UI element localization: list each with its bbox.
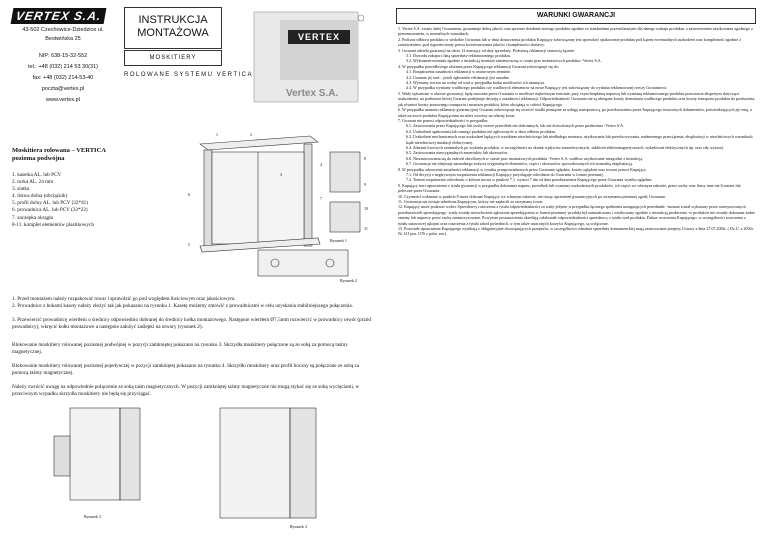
instruction-blocking-single: Blokowanie moskitiery rolowanej poziomej pojedynczej w pozycji zamkniętej pokazano na rysunku 4. Skrzydło moskitiery oraz profil boczny są połączone ze sobą za pomocą taśmy magnetycznej. bbox=[12, 363, 360, 376]
figure-1-drawing bbox=[180, 132, 376, 284]
list-item: 4. W przypadku prawidłowego złożenia przez Kupującego reklamacji Gwarant zobowiązuje się do: bbox=[398, 63, 559, 69]
list-item: 3. Gwarant udziela gwarancji na okres 12 miesięcy od daty sprzedaży. Podstawą reklamacji stanowią łącznie: bbox=[398, 47, 576, 53]
list-item: 2. rurka AL. 24 mm bbox=[12, 179, 54, 186]
company-nip: NIP: 638-15-32-552 bbox=[38, 53, 88, 59]
part-number-label: 3 bbox=[280, 172, 282, 177]
document-title: INSTRUKCJA MONTAŻOWA bbox=[124, 7, 222, 49]
list-item: 5. profil dolny AL. lub PCV (32*41) bbox=[12, 200, 88, 207]
figure-4-drawing bbox=[200, 406, 350, 536]
list-item: 4.4. W przypadku wymiany wadliwego produktu czy wadliwych elementów na nowe Kupujący jest zobowiązany do wydania reklamowanej rzeczy Gwarantowi. bbox=[406, 85, 668, 91]
registered-icon bbox=[358, 15, 364, 21]
list-item: 8. W przypadku odrzucenia zasadności reklamacji w wyniku przeprowadzonych przez Gwaranta oględzin, koszty oględzin oraz towaru ponosi Kupujący. bbox=[398, 166, 647, 172]
figure-3-caption: Rysunek 3 bbox=[84, 514, 101, 519]
list-item: 6.6. Niezastosowania się do zaleceń określonych w czasie prac montażowych produktu -Vertex S.A. wadliwe użytkowanie niezgodne z instrukcją. bbox=[406, 155, 644, 161]
figure-3-drawing bbox=[40, 406, 180, 526]
product-type: MOSKITIERY bbox=[124, 50, 222, 66]
list-item: 4.2. Uznania jej wad – jeżeli zgłoszenie reklamacji jest zasadne. bbox=[406, 74, 510, 80]
list-item: 3.1. Dowodu zakupu z datą sprzedaży reklamowanego produktu. bbox=[406, 53, 511, 59]
list-item: 7.2. Termin rozpatrzenia odwołania, o którym mowa w punkcie 7.1. wynosi 7 dni od dnia przedstawienia Kupującego przez Gwaranta wyniku oględzin. bbox=[406, 177, 653, 183]
brand-panel bbox=[246, 6, 370, 112]
part-number-label: 1 bbox=[216, 132, 218, 137]
figure-4-caption: Rysunek 4 bbox=[290, 524, 307, 529]
part-number-label: 7 bbox=[320, 196, 322, 201]
figure-2-caption: Rysunek 2 bbox=[340, 278, 357, 283]
list-item: 7. zaczepka okrągła bbox=[12, 214, 54, 221]
instruction-step-2: 2. Prowadnice z bokami kasety należy złożyć tak jak pokazano na rysunku 1. Kasetę możemy zmówić z prowadnicami w celu uzyskania stabilniejszego połączenia. bbox=[12, 303, 353, 309]
list-item: 7. Gwarant nie ponosi odpowiedzialności w przypadku: bbox=[398, 117, 489, 123]
instruction-magnetic-note: Należy zwrócić uwagę na odpowiednie połączenie ze sobą taśm magnetycznych. W pozycji zamkniętej taśmy magnetyczne nie mogą stykać się ze sobą wycięciami, w przeciwnym wypadku skrzydła moskitiery nie będą się przyciągać. bbox=[12, 384, 360, 397]
list-item: 6.4. Zdarzeń losowych zaistniałych po wydaniu produktu, w szczególności na skutek wpływów atmosferycznych, zakłóceń elektromagnetycznych, wyładowań elektrycznych itp. oraz siły wyższej. bbox=[406, 144, 724, 150]
list-item: 10. Czynności wskazane w punkcie 8 może dokonać Kupujący we własnym zakresie, nie tracąc uprawnień gwarancyjnych po otrzymaniu pisemnej zgody Gwaranta. bbox=[398, 193, 666, 199]
list-item: 6. prowadnica AL. lub PCV (32*22) bbox=[12, 207, 88, 214]
list-item: 8-11. komplet elementów plastikowych bbox=[12, 221, 94, 228]
list-item: 6.7. Gwarancja nie obejmuje naturalnego zużycia oryginalnych elementów, części i akcesoriów spowodowanych ich normalną eksploatacją. bbox=[406, 161, 633, 167]
list-item: 4.1. Rozpatrzenia zasadności reklamacji w ustawowym terminie. bbox=[406, 69, 512, 75]
part-number-label: 5 bbox=[188, 242, 190, 247]
list-item: 1. kasetka AL. lub PCV bbox=[12, 172, 62, 178]
company-tel: tel.: +48 (032) 214 53 30(31) bbox=[28, 64, 98, 70]
instruction-step-3: 3. Przewiercić prowadnicę wiertłem o średnicy odpowiednio dobranej do średnicy kołka montażowego. Następnie wiertłem Ø7,5mm rozwiercić w prowadnicy otwór (przód prowadnicy), wkręcić kołki montażowe a następnie założyć zaślepki na otwory (rysunek 2). bbox=[12, 317, 371, 330]
list-item: 6.5. Zastosowania nieoryginalnych materiałów lub akcesoriów. bbox=[406, 150, 509, 156]
list-item: 3. siatka bbox=[12, 186, 30, 193]
warranty-terms bbox=[398, 26, 756, 237]
list-item: 11. Gwarancja nie zostaje udzielona Kupującym, którzy nie zapłacili za otrzymany towar. bbox=[398, 199, 544, 204]
list-item: 6. W przypadku uznania reklamacji gwarancyjnej Gwarant zobowiązuje się zwrócić środki pieniężne za usługę transportową, po przedstawieniu przez Kupującego stosownych dokumentów, potwierdzających jej cenę, a także na zwrot produktu Kupującemu na adres zwrotny na własny koszt. bbox=[398, 107, 752, 118]
company-contact bbox=[8, 26, 118, 107]
brand-company: Vertex S.A. bbox=[286, 88, 339, 99]
parts-list bbox=[12, 172, 94, 229]
figure-1-caption: Rysunek 1 bbox=[330, 238, 347, 243]
part-number-label: 11 bbox=[364, 226, 368, 231]
list-item: 6.1. Zastosowania przez Kupującego lub osoby trzecie przeróbek nie dokonanych, lub nie dozwolonych przez producenta -Vertex S.A. bbox=[406, 123, 625, 129]
list-item: 3.2. Wykonanie montażu zgodnie z instrukcją montażu zamieszczoną w czasie prac montażowych produktu -Vertex S.A. bbox=[406, 58, 602, 64]
warranty-title: WARUNKI GWARANCJI bbox=[396, 8, 756, 24]
list-item: 7.1. Od decyzji o negatywnym rozpatrzeniu reklamacji Kupujący przysługuje odwołanie do Gwaranta w formie pisemnej. bbox=[406, 171, 604, 177]
list-item: 2. Podczas odbioru produktu w siedzibie Gwaranta lub w dniu dostarczenia produktu Kupujący zobowiązany jest sprawdzić opakowanie produktu pod kątem ewentualnych uszkodzeń oraz kompletność zgodnie z zamówieniem, pod rygorem utraty prawa kwestionowania jakości i kompletności dostawy. bbox=[398, 36, 741, 48]
part-number-label: 2 bbox=[250, 132, 252, 137]
part-number-label: 4 bbox=[320, 162, 322, 167]
part-number-label: 9 bbox=[364, 182, 366, 187]
product-series: ROLOWANE SYSTEMU VERTICA bbox=[124, 72, 254, 78]
list-item: 6.2. Uszkodzeń spakowania lub samego produktu nie zgłoszonych w dniu odbioru produktu. bbox=[406, 128, 556, 134]
part-number-label: 8 bbox=[364, 156, 366, 161]
list-item: 6.3. Uszkodzeń mechanicznych oraz uszkodzeń będących wynikiem niewłaściwego lub niedbałego montażu, użytkowania lub przechowywania, nadmiernego przeciążenia, eksploatacji w niewłaściwych warunkach bądź niewłaściwej instalacji elektrycznej. bbox=[406, 134, 753, 145]
list-item: 4.3. Wymiany towaru na wolny od wad w przypadku braku możliwości ich usunięcia. bbox=[406, 80, 545, 86]
instruction-step-1: 1. Przed montażem należy rozpakować towar i sprawdzić go pod względem ilościowym oraz jakościowym. bbox=[12, 296, 236, 302]
list-item: 5. Wady ujawnione w okresie gwarancji, będą usuwane przez Gwaranta w możliwie najkrótszym terminie, przy czym bezpłatną naprawę lub wymianę reklamowanego produktu pozostawia ekspertyza dotycząca uszkodzenia, na podstawie której Gwarant podejmuje decyzję o zasadności reklamacji. Odpowiedzialność Gwaranta nie są ubiegane koszty demontażu wadliwego produktu oraz koszty transportu produktu do producenta, jak również koszty ponownego transportu i montażu produktu, które obciążają w całości Kupującego. bbox=[398, 90, 756, 107]
section-title: Moskitiera rolowana – VERTICA pozioma podwójna bbox=[12, 147, 106, 162]
instruction-blocking-double: Blokowanie moskitiery rolowanej poziomej podwójnej w pozycji zamkniętej pokazano na rysunku 3. Skrzydła moskitiery połączone są ze sobą za pomocą taśmy magnetycznej. bbox=[12, 342, 348, 355]
list-item: 4. listwa dolna (obciążnik) bbox=[12, 193, 68, 200]
company-email: poczta@vertex.pl bbox=[41, 86, 85, 92]
list-item: 1. Vertex S.A. zwany dalej Gwarantem, gwarantuje dobrą jakość oraz sprawne działanie nowego produktu zgodnie ze standardami przewidzianymi dla danego rodzaju produktu, z zastrzeżeniem użytkowania zgodnego z przeznaczeniem, w normalnych warunkach. bbox=[398, 26, 753, 37]
company-web: www.vertex.pl bbox=[46, 97, 80, 103]
company-fax: fax: +48 (032) 214-53-40 bbox=[32, 75, 94, 81]
list-item: 13. Pozostałe uprawnienia Kupującego wynikają z obligatoryjnie obowiązujących przepisów, w szczególności odnośnie sprzedaży konsumenckiej mają zastosowanie przepisy Ustawy z dnia 27.07.2002r. ( Dz.U. z 2002r. Nr 141 poz.1176 z późn. zm.). bbox=[398, 226, 754, 237]
brand-mark: VERTEX bbox=[297, 32, 340, 42]
list-item: 12. Kupujący może podawać wobec Sprzedawcy roszczenia z tytułu odpowiedzialności za wady jedynie w przypadku łącznego spełnienia następujących przesłanek: -montaż został wykonany przez autoryzowanych przedstawicieli sprzedającego -wady zostały niezwłocznie zgłoszone sprzedającemu w formie pisemnej -produkt był zainstalowany i użytkowany zgodnie z instrukcją producenta -w produkcie nie zostały dokonane żadne zmiany lub naprawy przez osoby nieautoryzowane. Powyższe postanowienia określają całokształt odpowiedzialności sprzedawcy z tytułu wad produktu. Dalsze roszczenia Kupującego, w szczególności roszczenia z tytułu ustawowej rękojmi oraz roszczenia z tytułu szkód pośrednich, w tym także utraconych korzyści Kupującego, są wyłączone. bbox=[398, 204, 755, 226]
company-address: 43-502 Czechowice-Dziedzice ul. Bestwińska 25 bbox=[22, 27, 104, 42]
company-logo: VERTEX S.A. bbox=[12, 8, 105, 24]
part-number-label: 10 bbox=[364, 206, 368, 211]
list-item: 9. Kupujący traci uprawnienia z tytułu gwarancji w przypadku dokonania napraw, przeróbek lub wymiany uszkodzonych produktów, ich części we własnym zakresie, przez osoby oraz firmy inne niż Gwarant lub polecone przez Gwaranta. bbox=[398, 182, 741, 194]
part-number-label: 6 bbox=[188, 192, 190, 197]
